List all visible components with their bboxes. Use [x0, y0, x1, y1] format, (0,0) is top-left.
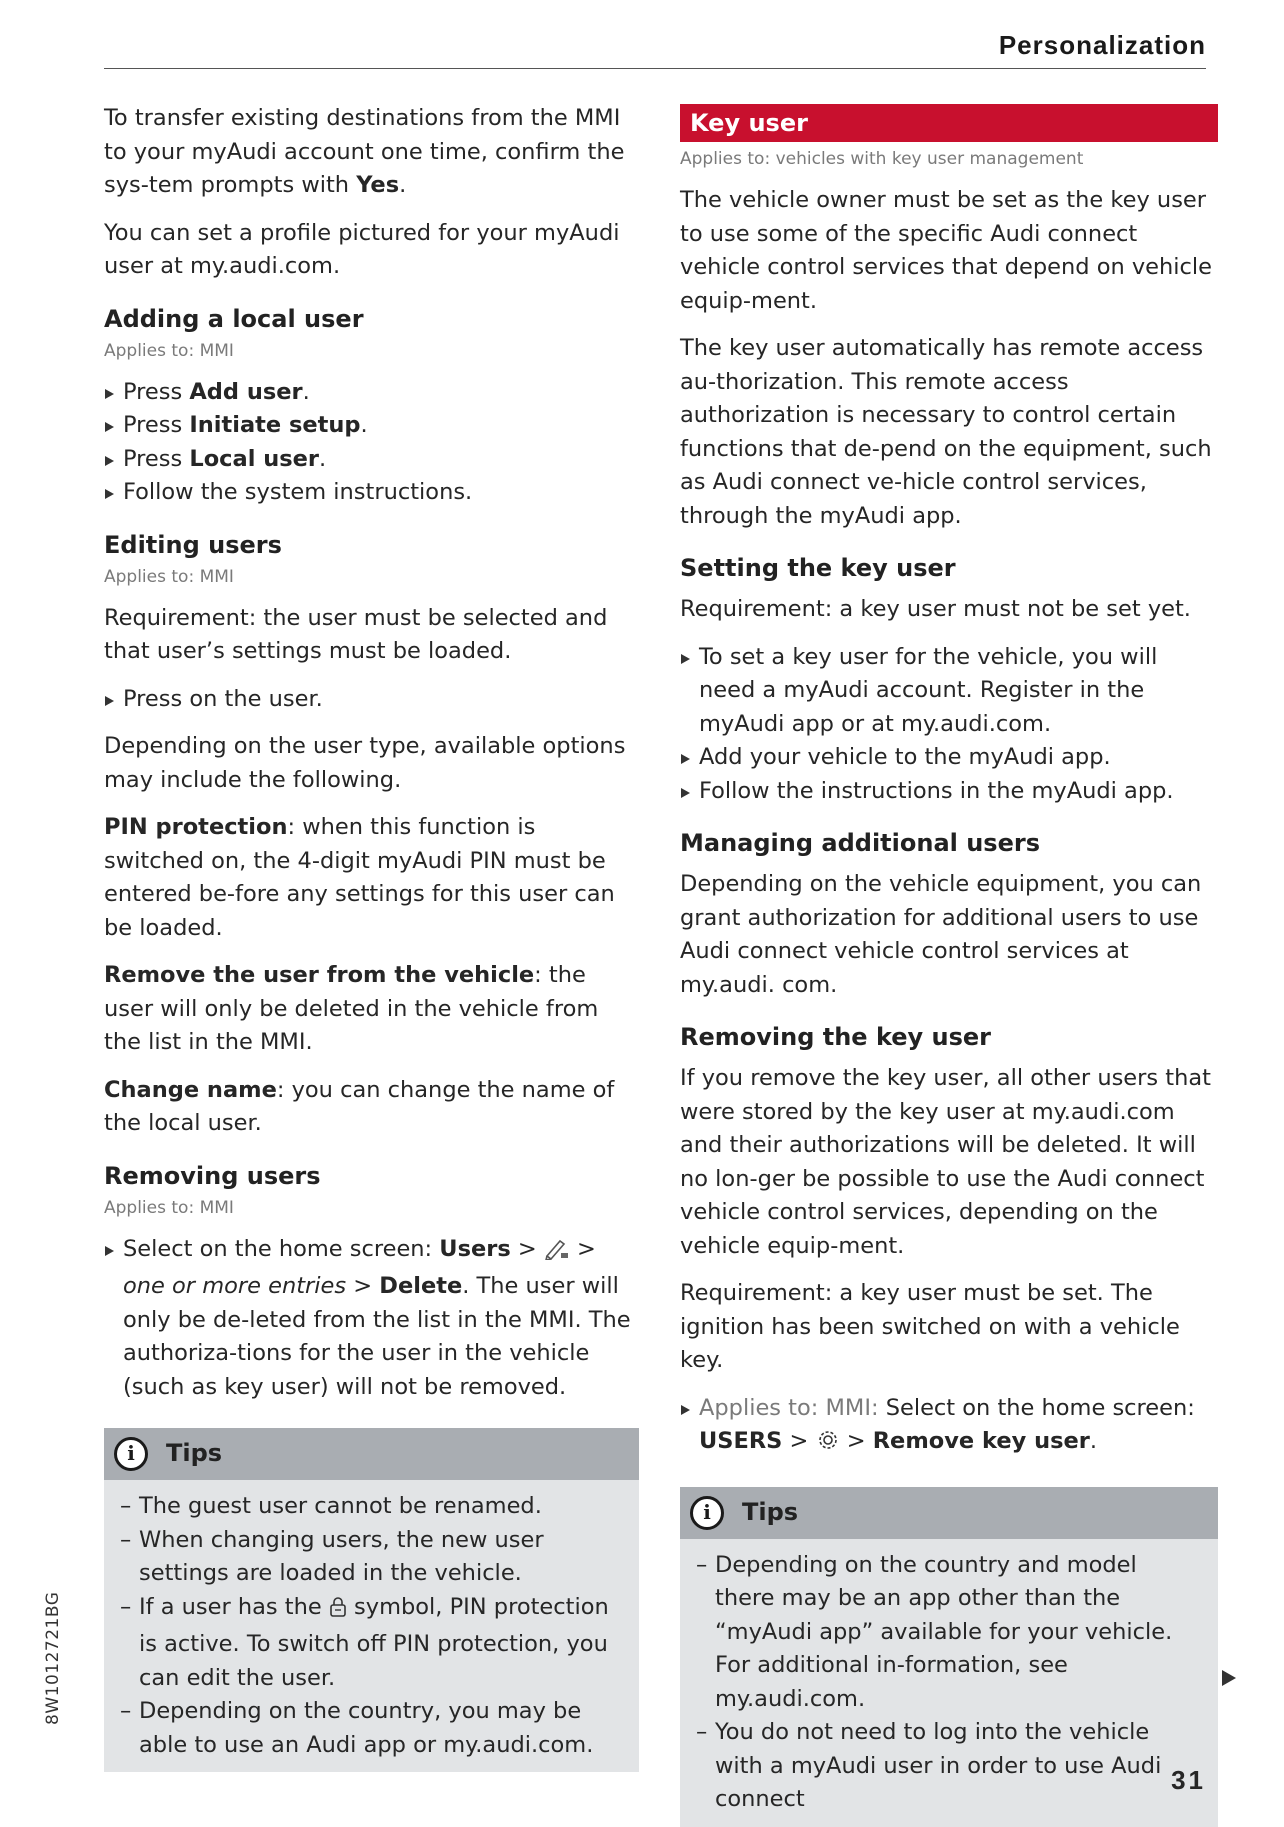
page-number: 31	[1171, 1765, 1206, 1795]
list-item: – Depending on the country and model there may be an app other than the “myAudi app” available for your vehicle. For additional in-formation, see my.audi.com.	[696, 1549, 1200, 1717]
list-item: – You do not need to log into the vehicle with a myAudi user in order to use Audi connect	[696, 1716, 1200, 1817]
info-icon: i	[114, 1437, 148, 1471]
list-item: Press Local user.	[104, 443, 639, 477]
settings-gear-icon	[816, 1428, 840, 1463]
heading-removing-users: Removing users	[104, 1161, 321, 1190]
removing-steps-list	[104, 1233, 639, 1405]
option-change-name: Change name: you can change the name of the local user.	[104, 1076, 615, 1136]
heading-editing-users: Editing users	[104, 530, 282, 559]
heading-removing-key-user: Removing the key user	[680, 1023, 992, 1051]
managing-text: Depending on the vehicle equipment, you can grant authorization for additional users to use Audi connect vehicle control services at my.audi. com.	[680, 871, 1202, 998]
editing-steps-list	[104, 683, 639, 717]
list-item: Press Initiate setup.	[104, 409, 639, 443]
list-item: Add your vehicle to the myAudi app.	[680, 741, 1218, 775]
tips-box-left	[104, 1428, 639, 1772]
left-column	[104, 102, 639, 1772]
heading-managing-additional-users: Managing additional users	[680, 829, 1040, 857]
applies-to-note: Applies to: MMI	[104, 340, 234, 361]
list-item: To set a key user for the vehicle, you will need a myAudi account. Register in the myAudi app or at my.audi.com.	[680, 641, 1218, 742]
heading-setting-key-user: Setting the key user	[680, 554, 956, 582]
edit-pencil-icon	[544, 1236, 570, 1271]
tips-header	[104, 1428, 639, 1480]
intro-paragraph-profile: You can set a profile pictured for your myAudi user at my.audi.com.	[104, 219, 620, 279]
applies-to-note: Applies to: MMI	[104, 566, 234, 587]
applies-to-note: Applies to: vehicles with key user management	[680, 149, 1084, 169]
list-item: – Depending on the country, you may be able to use an Audi app or my.audi.com.	[120, 1695, 621, 1762]
page-section-title: Personalization	[998, 30, 1206, 60]
list-item: Follow the instructions in the myAudi app.	[680, 775, 1218, 809]
tips-header	[680, 1487, 1218, 1539]
option-remove-user: Remove the user from the vehicle: the user will only be deleted in the vehicle from the list in the MMI.	[104, 962, 599, 1055]
adding-steps-list	[104, 376, 639, 510]
header-divider	[104, 68, 1206, 69]
info-icon: i	[690, 1496, 724, 1530]
setting-steps-list	[680, 641, 1218, 809]
list-item: Applies to: MMI: Select on the home screen: USERS > > Remove key user.	[680, 1392, 1218, 1463]
heading-adding-local-user: Adding a local user	[104, 304, 364, 333]
removing-key-user-steps	[680, 1392, 1218, 1463]
list-item: Press on the user.	[104, 683, 639, 717]
continued-next-page-arrow-icon	[1222, 1670, 1236, 1686]
editing-options-intro: Depending on the user type, available options may include the following.	[104, 733, 626, 793]
lock-icon	[329, 1595, 347, 1629]
list-item: – The guest user cannot be renamed.	[120, 1490, 621, 1524]
tips-box-right	[680, 1487, 1218, 1827]
list-item: – When changing users, the new user settings are loaded in the vehicle.	[120, 1524, 621, 1591]
document-code: 8W1012721BG	[43, 1591, 63, 1725]
removing-key-user-requirement: Requirement: a key user must be set. The ignition has been switched on with a vehicle key.	[680, 1280, 1180, 1373]
applies-to-note: Applies to: MMI	[104, 1197, 234, 1218]
section-banner-key-user: Key user	[680, 104, 1218, 142]
tips-body	[680, 1539, 1218, 1827]
tips-title: Tips	[166, 1439, 223, 1468]
right-column	[680, 102, 1218, 1827]
setting-requirement: Requirement: a key user must not be set yet.	[680, 596, 1191, 622]
key-user-remote-access: The key user automatically has remote access au-thorization. This remote access authorization is necessary to control certain functions that de-pend on the equipment, such as Audi connect ve-hicle control services, through the myAudi app.	[680, 335, 1212, 529]
editing-requirement: Requirement: the user must be selected and that user’s settings must be loaded.	[104, 604, 608, 664]
list-item: Follow the system instructions.	[104, 476, 639, 510]
tips-body	[104, 1480, 639, 1772]
option-pin-protection: PIN protection: when this function is switched on, the 4-digit myAudi PIN must be entered be-fore any settings for this user can be loaded.	[104, 814, 615, 941]
list-item: Select on the home screen: Users > > one or more entries > Delete. The user will only be de-leted from the list in the MMI. The authoriza-tions for the user in the vehicle (such as key user) will not be removed.	[104, 1233, 639, 1405]
intro-paragraph-transfer: To transfer existing destinations from the MMI to your myAudi account one time, confirm the sys-tem prompts with Yes.	[104, 105, 625, 198]
key-user-intro: The vehicle owner must be set as the key user to use some of the specific Audi connect vehicle control services that depend on vehicle equip-ment.	[680, 187, 1213, 314]
tips-title: Tips	[742, 1497, 799, 1526]
list-item: – If a user has the symbol, PIN protection is active. To switch off PIN protection, you can edit the user.	[120, 1591, 621, 1696]
removing-key-user-text: If you remove the key user, all other users that were stored by the key user at my.audi.com and their authorizations will be deleted. It will no lon-ger be possible to use the Audi connect vehicle control services, depending on the vehicle equip-ment.	[680, 1065, 1211, 1259]
list-item: Press Add user.	[104, 376, 639, 410]
